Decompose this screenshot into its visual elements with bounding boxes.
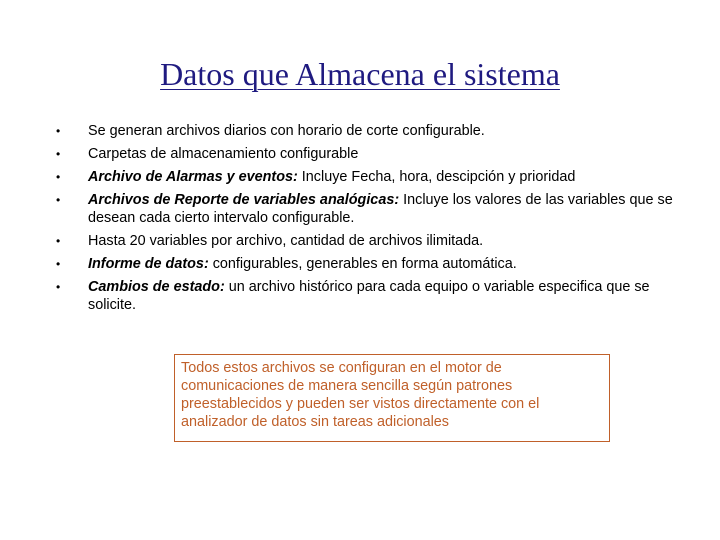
bullet-lead: Informe de datos: xyxy=(88,256,209,272)
note-box: Todos estos archivos se configuran en el motor de comunicaciones de manera sencilla según patrones preestablecidos y pueden ser vistos directamente con el analizador de datos sin tareas adicionales xyxy=(174,354,610,442)
bullet-lead: Cambios de estado: xyxy=(88,279,225,295)
bullet-dot: • xyxy=(56,257,61,271)
bullet-text: Carpetas de almacenamiento configurable xyxy=(88,146,359,162)
bullet-dot: • xyxy=(56,147,61,161)
bullet-dot: • xyxy=(56,124,61,138)
bullet-text: Hasta 20 variables por archivo, cantidad de archivos ilimitada. xyxy=(88,233,484,249)
bullet-text: Incluye Fecha, hora, descipción y prioridad xyxy=(297,169,576,185)
bullet-text: un archivo histórico para cada equipo o variable especifica que se solicite. xyxy=(88,279,650,313)
slide-title: Datos que Almacena el sistema xyxy=(160,56,560,92)
bullet-dot: • xyxy=(56,234,61,248)
bullet-item xyxy=(56,278,676,314)
bullet-lead: Archivos de Reporte de variables analógicas: xyxy=(88,192,400,208)
bullet-item xyxy=(56,191,676,227)
bullet-lead: Archivo de Alarmas y eventos: xyxy=(88,169,298,185)
bullet-text: Se generan archivos diarios con horario de corte configurable. xyxy=(88,123,485,139)
bullet-list xyxy=(56,122,676,319)
bullet-item xyxy=(56,122,676,140)
bullet-item xyxy=(56,145,676,163)
bullet-dot: • xyxy=(56,280,61,294)
bullet-dot: • xyxy=(56,193,61,207)
bullet-item xyxy=(56,232,676,250)
bullet-item xyxy=(56,255,676,273)
bullet-text: Incluye los valores de las variables que se desean cada cierto intervalo configurable. xyxy=(88,192,673,226)
bullet-item xyxy=(56,168,676,186)
bullet-dot: • xyxy=(56,170,61,184)
bullet-text: configurables, generables en forma automática. xyxy=(208,256,517,272)
